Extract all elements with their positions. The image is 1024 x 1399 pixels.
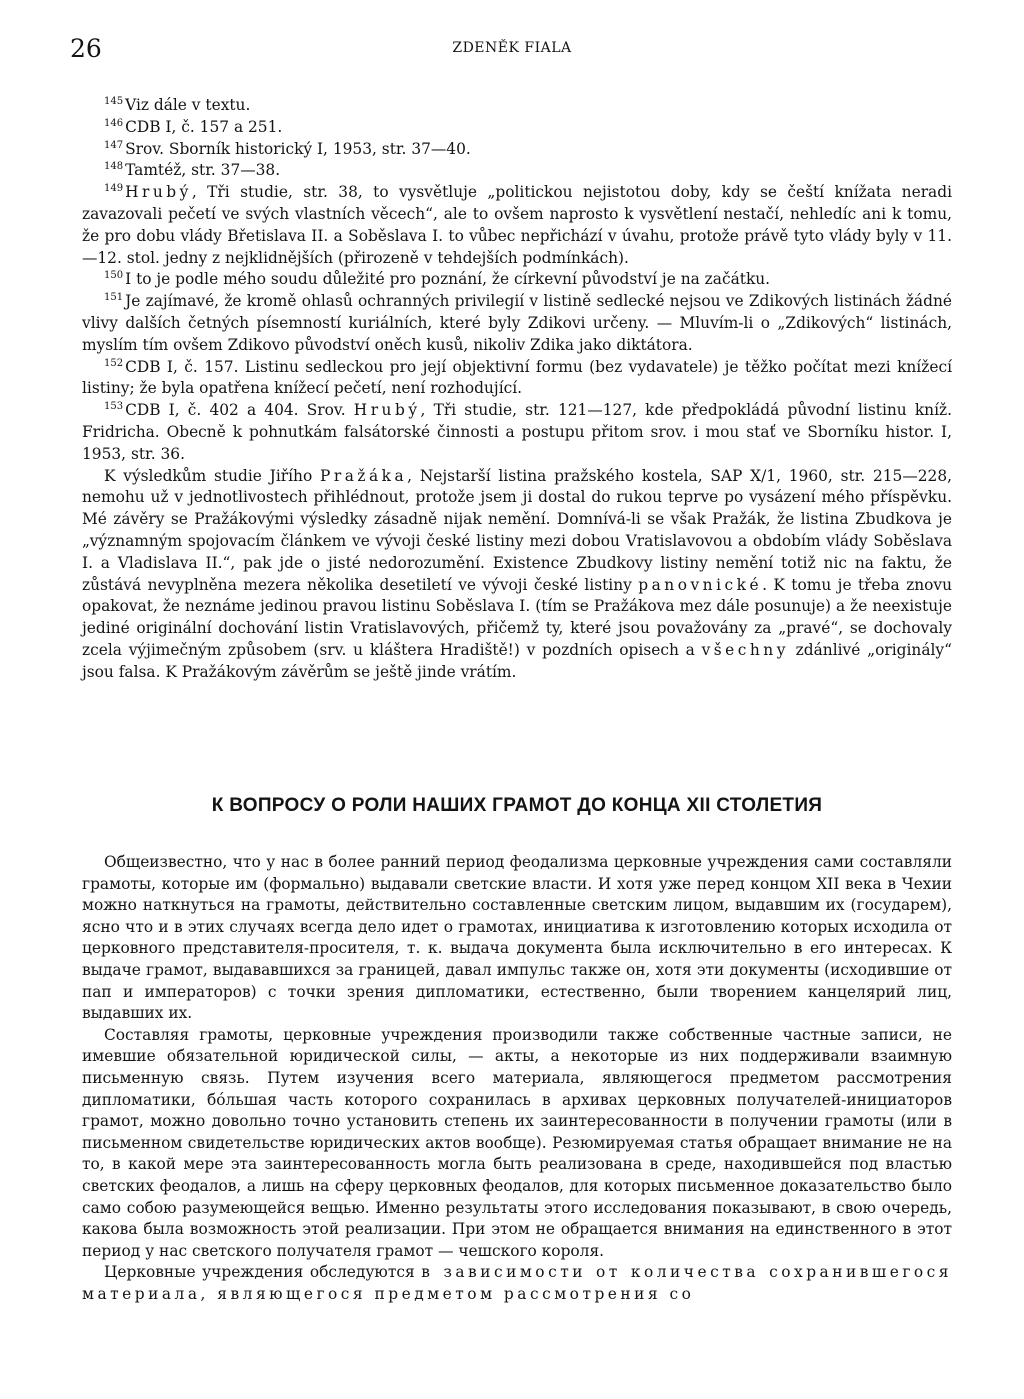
footnote-text: I to je podle mého soudu důležité pro poznání, že církevní původství je na začátku. <box>125 270 771 289</box>
page-number: 26 <box>70 34 102 63</box>
footnote-text: Srov. Sborník historický I, 1953, str. 37—40. <box>125 139 471 158</box>
footnote-number: 150 <box>104 270 124 282</box>
author-name-spaced: Hrubý <box>353 401 421 420</box>
footnote-text-before: CDB I, č. 402 a 404. Srov. <box>125 401 354 420</box>
summary-paragraph: Составляя грамоты, церковные учреждения производили также собственные частные записи, не имевшие обязательной юридической силы, — акты, а некоторые из них поддерживали взаимную письменную связь. Путем изучения всего материала, являющегося предметом рассмотрения дипломатики, бо́льшая часть которого сохранилась в архивах церковных получателей-инициаторов грамот, можно довольно точно установить степень их заинтересованности в получении грамоты (или в письменном свидетельстве юридических актов вообще). Резюмируемая статья обращает внимание не на то, в какой мере эта заинтересованность могла быть реализована в среде, находившейся под властью светских феодалов, а лишь на сферу церковных феодалов, для которых письменное доказательство было само собою разумеющейся вещью. Именно результаты этого исследования показывают, в свою очередь, какова была возможность этой реализации. При этом не обращается внимания на единственного в этот период у нас светского получателя грамот — чешского короля. <box>82 1025 952 1260</box>
summary-title: К ВОПРОСУ О РОЛИ НАШИХ ГРАМОТ ДО КОНЦА XII СТОЛЕТИЯ <box>211 795 823 816</box>
closing-paragraph <box>82 466 952 684</box>
footnote-text: CDB I, č. 157. Listinu sedleckou pro její objektivní formu (bez vydavatele) je těžko počítat mezi knížecí listiny; že byla opatřena knížecí pečetí, není rozhodující. <box>82 357 952 398</box>
closing-text: , Nejstarší listina pražského kostela, SAP X/1, 1960, str. 215—228, nemohu už v jednotlivostech přihlédnout, protože jsem ji dostal do rukou teprve po vysázení mého příspěvku. Mé závěry se Pražákovými výsledky zásadně nijak nemění. Domnívá-li se však Pražák, že listina Zbudkova je „významným spojovacím článkem ve vývoji české listiny mezi dobou Vratislavovou a obdobím vlády Soběslava I. a Vladislava II.“, pak jde o jisté nedorozumění. Existence Zbudkovy listiny nemění totiž nic na faktu, že zůstává nevyplněna mezera několika desetiletí ve vývoji české listiny <box>82 466 953 594</box>
footnote-number: 146 <box>104 117 124 129</box>
footnote-number: 151 <box>104 292 124 304</box>
footnote-number: 147 <box>104 139 124 151</box>
page-header <box>70 34 954 64</box>
footnote-number: 149 <box>104 183 124 195</box>
russian-summary <box>82 852 952 1305</box>
footnote-152 <box>82 357 952 401</box>
summary-paragraph <box>82 1262 952 1305</box>
footnote-number: 148 <box>104 161 124 173</box>
footnote-text: Je zajímavé, že kromě ohlasů ochranných privilegií v listině sedlecké nejsou ve Zdikových listinách žádné vlivy dalších četných písemností kuriálních, které byly Zdikovi určeny. — Mluvím-li o „Zdikových“ listinách, myslím tím ovšem Zdikovo původství oněch kusů, nikoliv Zdika jako diktátora. <box>82 292 952 354</box>
footnote-text: , Tři studie, str. 38, to vysvětluje „politickou nejistotou doby, kdy se čeští knížata neradi zavazovali pečetí ve svých vlastních věcech“, ale to ovšem naprosto k vysvětlení nestačí, nehledíc ani k tomu, že pro dobu vlády Břetislava II. a Soběslava I. to vůbec nepřichází v úvahu, protože právě tyto vlády byly v 11.—12. stol. jedny z nejklidnějších (přirozeně v tehdejších podmínkách). <box>82 183 952 267</box>
footnote-150 <box>82 269 952 291</box>
footnote-151 <box>82 291 952 356</box>
footnote-146 <box>82 117 952 139</box>
footnote-149 <box>82 182 952 269</box>
footnote-text: CDB I, č. 157 a 251. <box>125 117 283 136</box>
footnote-147 <box>82 139 952 161</box>
footnote-text: Viz dále v textu. <box>125 96 251 114</box>
emphasis-spaced: panovnické <box>638 575 763 594</box>
emphasis-spaced: в зависимости от количества сохранившегося материала, являющегося предметом рассмотрения со <box>82 1263 952 1303</box>
summary-text: Церковные учреждения обследуются <box>104 1263 422 1282</box>
closing-text: zdánlivé „originály“ jsou falsa. K Pražákovým závěrům se ještě jinde vrátím. <box>82 640 952 681</box>
footnote-number: 153 <box>104 401 124 413</box>
closing-intro: K výsledkům studie Jiřího <box>104 466 320 485</box>
summary-paragraph: Общеизвестно, что у нас в более ранний период феодализма церковные учреждения сами составляли грамоты, которые им (формально) выдавали светские власти. И хотя уже перед концом XII века в Чехии можно наткнуться на грамоты, действительно составленные светским лицом, выдавшим их (государем), ясно что и в этих случаях всегда дело идет о грамотах, инициатива к изготовлению которых исходила от церковного представителя-просителя, т. к. выдача документа была исключительно в его интересах. К выдаче грамот, выдававшихся за границей, давал импульс также он, хотя эти документы (исходившие от пап и императоров) с точки зрения дипломатики, естественно, были творением канцелярий лиц, выдавших их. <box>82 853 952 1023</box>
author-name-spaced: Hrubý <box>125 183 192 202</box>
footnote-number: 152 <box>104 357 124 369</box>
footnote-number: 145 <box>104 96 124 107</box>
emphasis-spaced: všechny <box>701 640 789 659</box>
footnote-text: Tamtéž, str. 37—38. <box>125 161 281 180</box>
footnote-153 <box>82 400 952 465</box>
footnote-text: , Tři studie, str. 121—127, kde předpokládá původní listinu kníž. Fridricha. Obecně k pohnutkám falsátorské činnosti a postupu přitom srov. i mou stať ve Sborníku histor. I, 1953, str. 36. <box>82 401 953 463</box>
author-name-spaced: Pražáka <box>319 466 408 485</box>
footnote-148 <box>82 160 952 182</box>
footnotes <box>82 95 952 684</box>
closing-text: . K tomu je třeba znovu opakovat, že neznáme jedinou pravou listinu Soběslava I. (tím se Pražákova mez dále posunuje) a že neexistuje jediné originální dochování listin Vratislavových, přičemž ty, které jsou považovány za „pravé“, se dochovaly zcela výjimečným způsobem (srv. u kláštera Hradiště!) v pozdních opisech a <box>82 575 952 659</box>
running-head: ZDENĚK FIALA <box>452 40 572 56</box>
footnote-145 <box>82 95 952 117</box>
